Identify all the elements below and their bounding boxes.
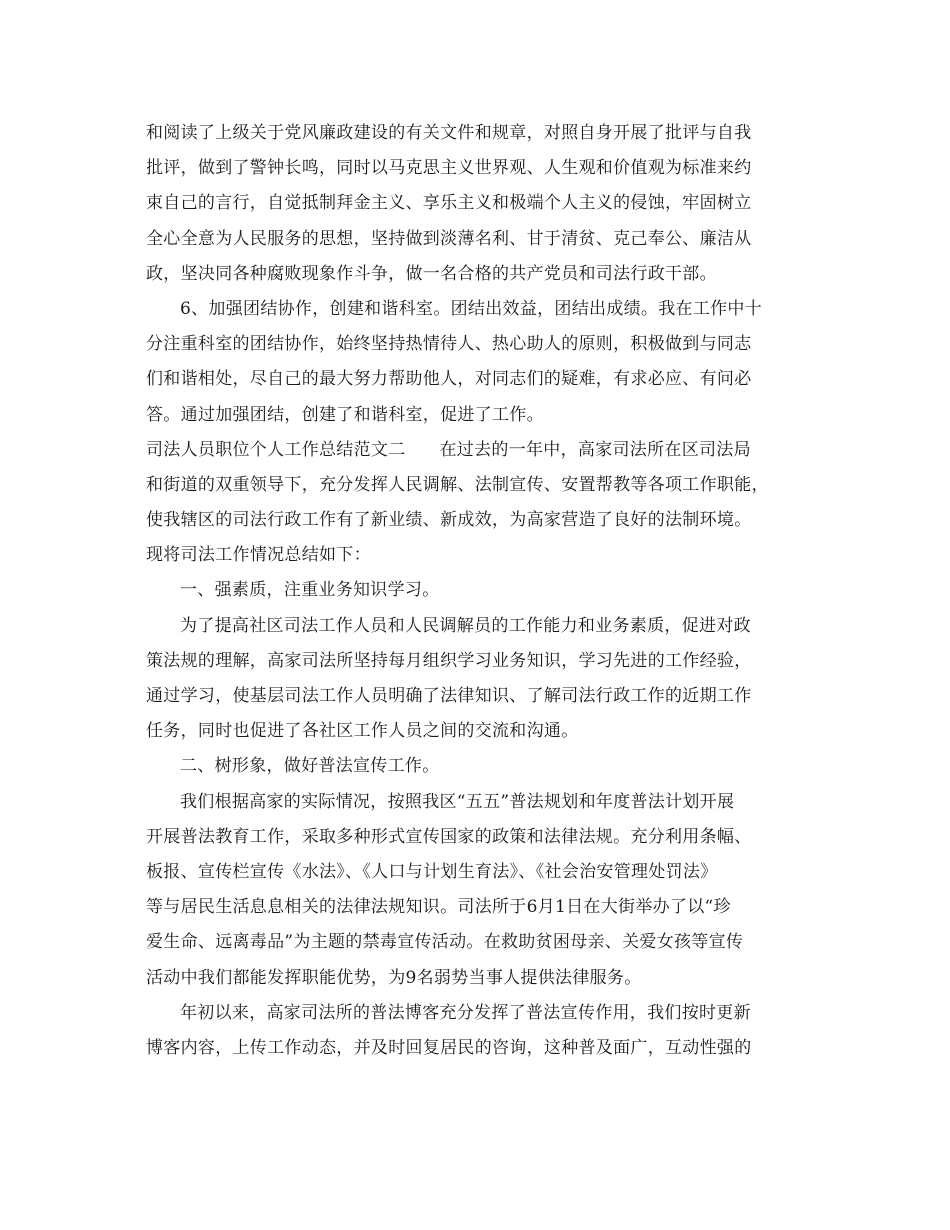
text-line: 通过学习，使基层司法工作人员明确了法律知识、了解司法行政工作的近期工作 [146,686,752,706]
text-line: 6、加强团结协作，创建和谐科室。团结出效益，团结出成绩。我在工作中十 [180,298,763,319]
text-line: 爱生命、远离毒品”为主题的禁毒宣传活动。在救助贫困母亲、关爱女孩等宣传 [146,932,744,953]
text-line: 板报、宣传栏宣传《水法》、《人口与计划生育法》、《社会治安管理处罚法》 [146,861,718,882]
text-line: 们和谐相处，尽自己的最大努力帮助他人，对同志们的疑难，有求必应、有问必 [146,369,752,390]
heading-line [146,433,806,468]
text-line: 全心全意为人民服务的思想，坚持做到淡薄名利、甘于清贫、克己奉公、廉洁从 [146,228,752,249]
text-line: 策法规的理解，高家司法所坚持每月组织学习业务知识，学习先进的工作经验， [146,650,752,671]
section-heading: 司法人员职位个人工作总结范文二 [146,439,406,460]
text-line: 等与居民生活息息相关的法律法规知识。司法所于6月1日在大街举办了以“珍 [146,897,731,918]
text-line: 在过去的一年中，高家司法所在区司法局 [439,439,751,460]
text-line: 答。通过加强团结，创建了和谐科室，促进了工作。 [146,404,544,425]
text-line: 任务，同时也促进了各社区工作人员之间的交流和沟通。 [146,721,579,742]
text-line: 政，坚决同各种腐败现象作斗争，做一名合格的共产党员和司法行政干部。 [146,263,717,284]
text-line: 我们根据高家的实际情况，按照我区“五五”普法规划和年度普法计划开展 [180,791,735,812]
text-line: 博客内容，上传工作动态，并及时回复居民的咨询，这种普及面广，互动性强的 [146,1037,752,1058]
text-line: 和街道的双重领导下，充分发挥人民调解、法制宣传、安置帮教等各项工作职能， [146,474,769,495]
text-line: 为了提高社区司法工作人员和人民调解员的工作能力和业务素质，促进对政 [180,615,751,636]
text-line: 束自己的言行，自觉抵制拜金主义、享乐主义和极端个人主义的侵蚀，牢固树立 [146,193,752,214]
text-line: 批评，做到了警钟长鸣，同时以马克思主义世界观、人生观和价值观为标准来约 [146,158,752,179]
text-line: 年初以来，高家司法所的普法博客充分发挥了普法宣传作用，我们按时更新 [180,1002,751,1023]
text-line: 开展普法教育工作，采取多种形式宣传国家的政策和法律法规。充分利用条幅、 [146,826,752,847]
document-body [146,116,806,1066]
text-line: 和阅读了上级关于党风廉政建设的有关文件和规章，对照自身开展了批评与自我 [146,123,752,143]
text-line: 使我辖区的司法行政工作有了新业绩、新成效，为高家营造了良好的法制环境。 [146,510,752,531]
subheading: 一、强素质，注重业务知识学习。 [180,580,440,601]
subheading: 二、树形象，做好普法宣传工作。 [180,756,440,777]
text-line: 分注重科室的团结协作，始终坚持热情待人、热心助人的原则，积极做到与同志 [146,334,752,355]
text-line: 活动中我们都能发挥职能优势，为9名弱势当事人提供法律服务。 [146,967,642,988]
text-line: 现将司法工作情况总结如下： [146,545,371,566]
